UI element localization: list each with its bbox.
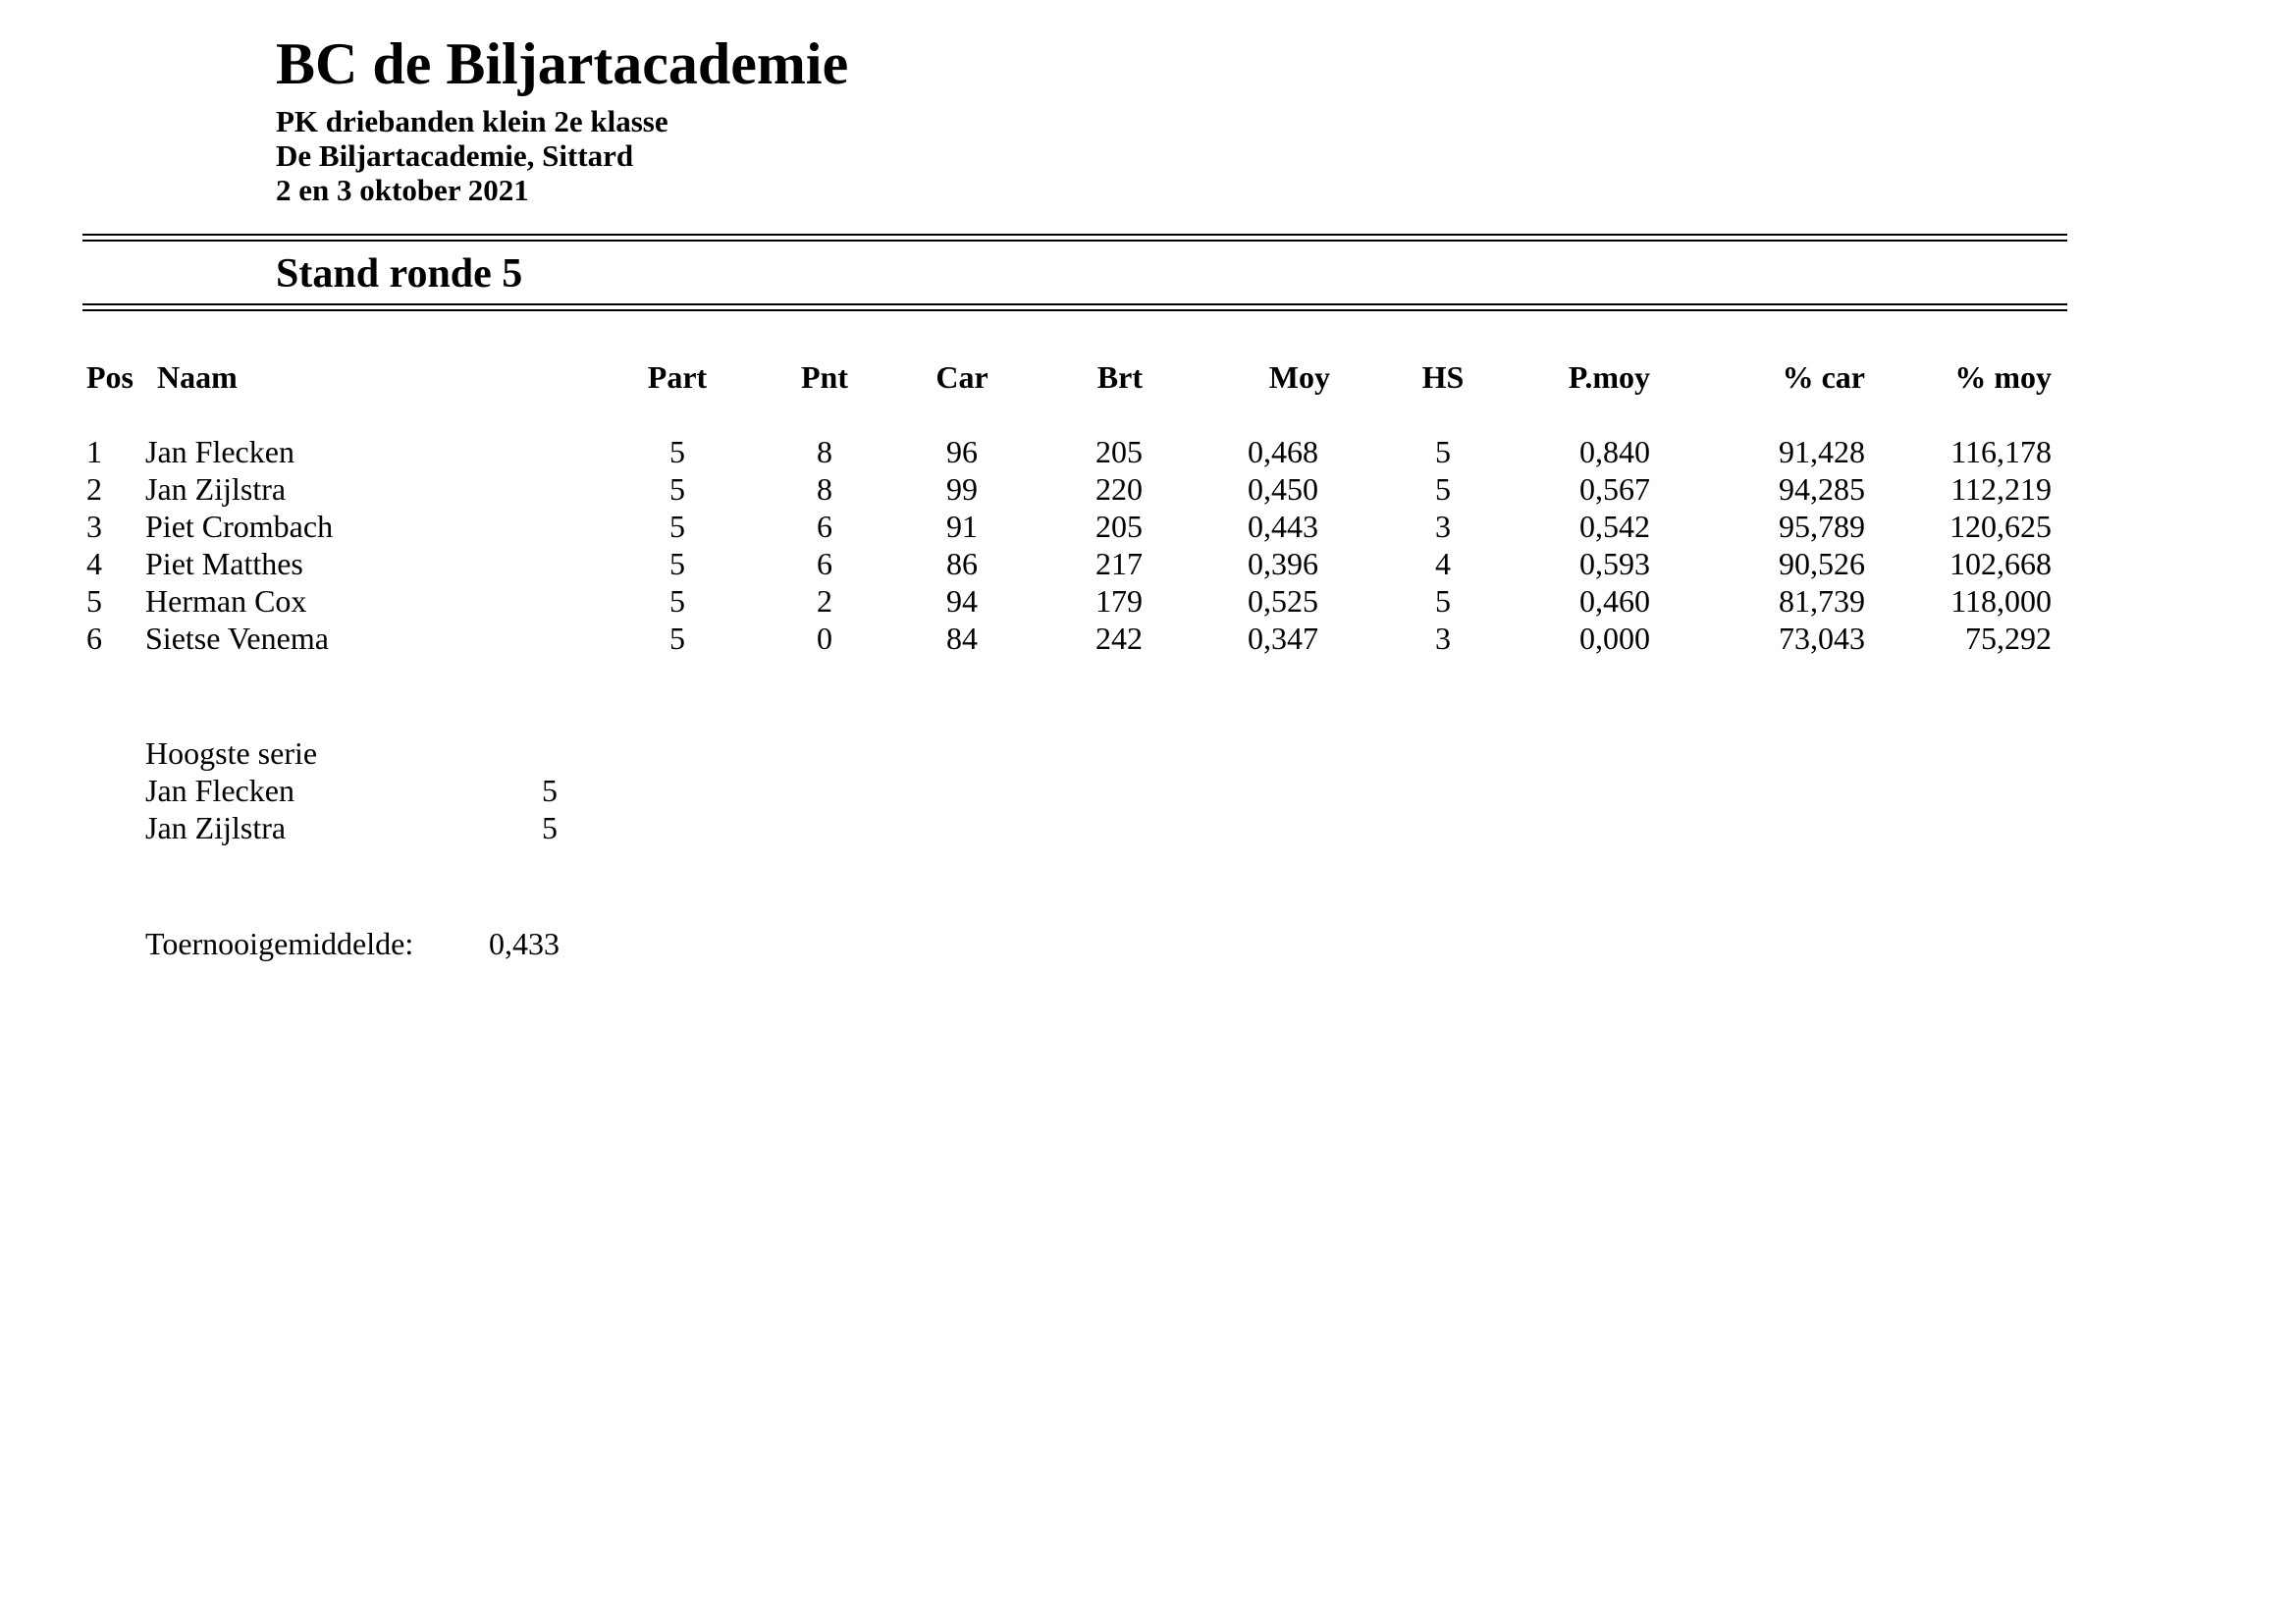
standings-row [0,470,2296,508]
cell-pos: 1 [86,434,102,469]
cell-car: 84 [946,621,978,656]
cell-pcar: 91,428 [1779,434,1865,469]
cell-pcar: 90,526 [1779,546,1865,581]
venue: De Biljartacademie, Sittard [276,138,634,173]
cell-part: 5 [669,509,685,544]
cell-naam: Piet Crombach [145,509,334,544]
cell-naam: Piet Matthes [145,546,303,581]
cell-pmoy-percent: 75,292 [1965,621,2052,656]
cell-part: 5 [669,621,685,656]
cell-brt: 205 [1095,434,1143,469]
cell-brt: 242 [1095,621,1143,656]
divider-bottom-1 [82,303,2067,305]
cell-part: 5 [669,434,685,469]
cell-naam: Sietse Venema [145,621,329,656]
divider-top-1 [82,234,2067,236]
cell-moy: 0,525 [1248,583,1318,619]
cell-pmoy-percent: 120,625 [1949,509,2052,544]
cell-moy: 0,450 [1248,471,1318,507]
hoogste-serie-label: Hoogste serie [145,735,318,771]
cell-hs: 5 [1435,471,1451,507]
tournament-average-value: 0,433 [489,926,560,961]
cell-pos: 6 [86,621,102,656]
standings-row [0,433,2296,470]
cell-pmoy: 0,593 [1579,546,1650,581]
cell-brt: 217 [1095,546,1143,581]
cell-pmoy: 0,460 [1579,583,1650,619]
header-hs: HS [1421,359,1465,395]
cell-car: 99 [946,471,978,507]
header-moy: Moy [1268,359,1330,395]
cell-pos: 3 [86,509,102,544]
cell-pnt: 0 [817,621,832,656]
cell-moy: 0,468 [1248,434,1318,469]
cell-pnt: 6 [817,509,832,544]
cell-pmoy: 0,542 [1579,509,1650,544]
cell-car: 96 [946,434,978,469]
header-pnt: Pnt [801,359,848,395]
cell-moy: 0,443 [1248,509,1318,544]
cell-pmoy: 0,840 [1579,434,1650,469]
header-pcar: % car [1782,359,1865,395]
cell-naam: Jan Zijlstra [145,471,287,507]
cell-pos: 4 [86,546,102,581]
competition-name: PK driebanden klein 2e klasse [276,104,668,138]
cell-pnt: 6 [817,546,832,581]
hoogste-serie-value: 5 [542,773,558,808]
cell-pmoy-percent: 112,219 [1950,471,2052,507]
cell-hs: 4 [1435,546,1451,581]
header-naam: Naam [157,359,238,395]
cell-pos: 2 [86,471,102,507]
cell-brt: 205 [1095,509,1143,544]
divider-bottom-2 [82,309,2067,311]
header-brt: Brt [1096,359,1143,395]
hoogste-serie-name: Jan Flecken [145,773,294,808]
cell-pcar: 73,043 [1779,621,1865,656]
divider-top-2 [82,240,2067,242]
cell-hs: 3 [1435,509,1451,544]
standings-row [0,620,2296,657]
cell-part: 5 [669,471,685,507]
cell-pnt: 2 [817,583,832,619]
standings-row [0,582,2296,620]
stand-title: Stand ronde 5 [276,251,523,297]
standings-row [0,545,2296,582]
cell-car: 91 [946,509,978,544]
cell-pcar: 94,285 [1779,471,1865,507]
cell-part: 5 [669,546,685,581]
cell-pcar: 95,789 [1779,509,1865,544]
cell-pos: 5 [86,583,102,619]
header-car: Car [935,359,988,395]
cell-brt: 179 [1095,583,1143,619]
header-pmoy-percent: % moy [1954,359,2052,395]
header-pos: Pos [86,359,133,395]
cell-pmoy-percent: 116,178 [1950,434,2052,469]
cell-car: 94 [946,583,978,619]
cell-hs: 3 [1435,621,1451,656]
cell-pmoy: 0,000 [1579,621,1650,656]
cell-pmoy-percent: 102,668 [1949,546,2052,581]
standings-row [0,508,2296,545]
cell-pmoy-percent: 118,000 [1950,583,2052,619]
cell-pnt: 8 [817,471,832,507]
header-pmoy: P.moy [1568,359,1650,395]
cell-brt: 220 [1095,471,1143,507]
tournament-average-label: Toernooigemiddelde: [145,926,414,961]
cell-hs: 5 [1435,434,1451,469]
header-part: Part [647,359,708,395]
cell-hs: 5 [1435,583,1451,619]
cell-pmoy: 0,567 [1579,471,1650,507]
cell-moy: 0,347 [1248,621,1318,656]
cell-naam: Herman Cox [145,583,307,619]
cell-pcar: 81,739 [1779,583,1865,619]
cell-car: 86 [946,546,978,581]
cell-moy: 0,396 [1248,546,1318,581]
cell-part: 5 [669,583,685,619]
cell-naam: Jan Flecken [145,434,294,469]
hoogste-serie-name: Jan Zijlstra [145,810,287,845]
cell-pnt: 8 [817,434,832,469]
hoogste-serie-value: 5 [542,810,558,845]
event-date: 2 en 3 oktober 2021 [276,173,529,207]
club-title: BC de Biljartacademie [276,31,849,96]
